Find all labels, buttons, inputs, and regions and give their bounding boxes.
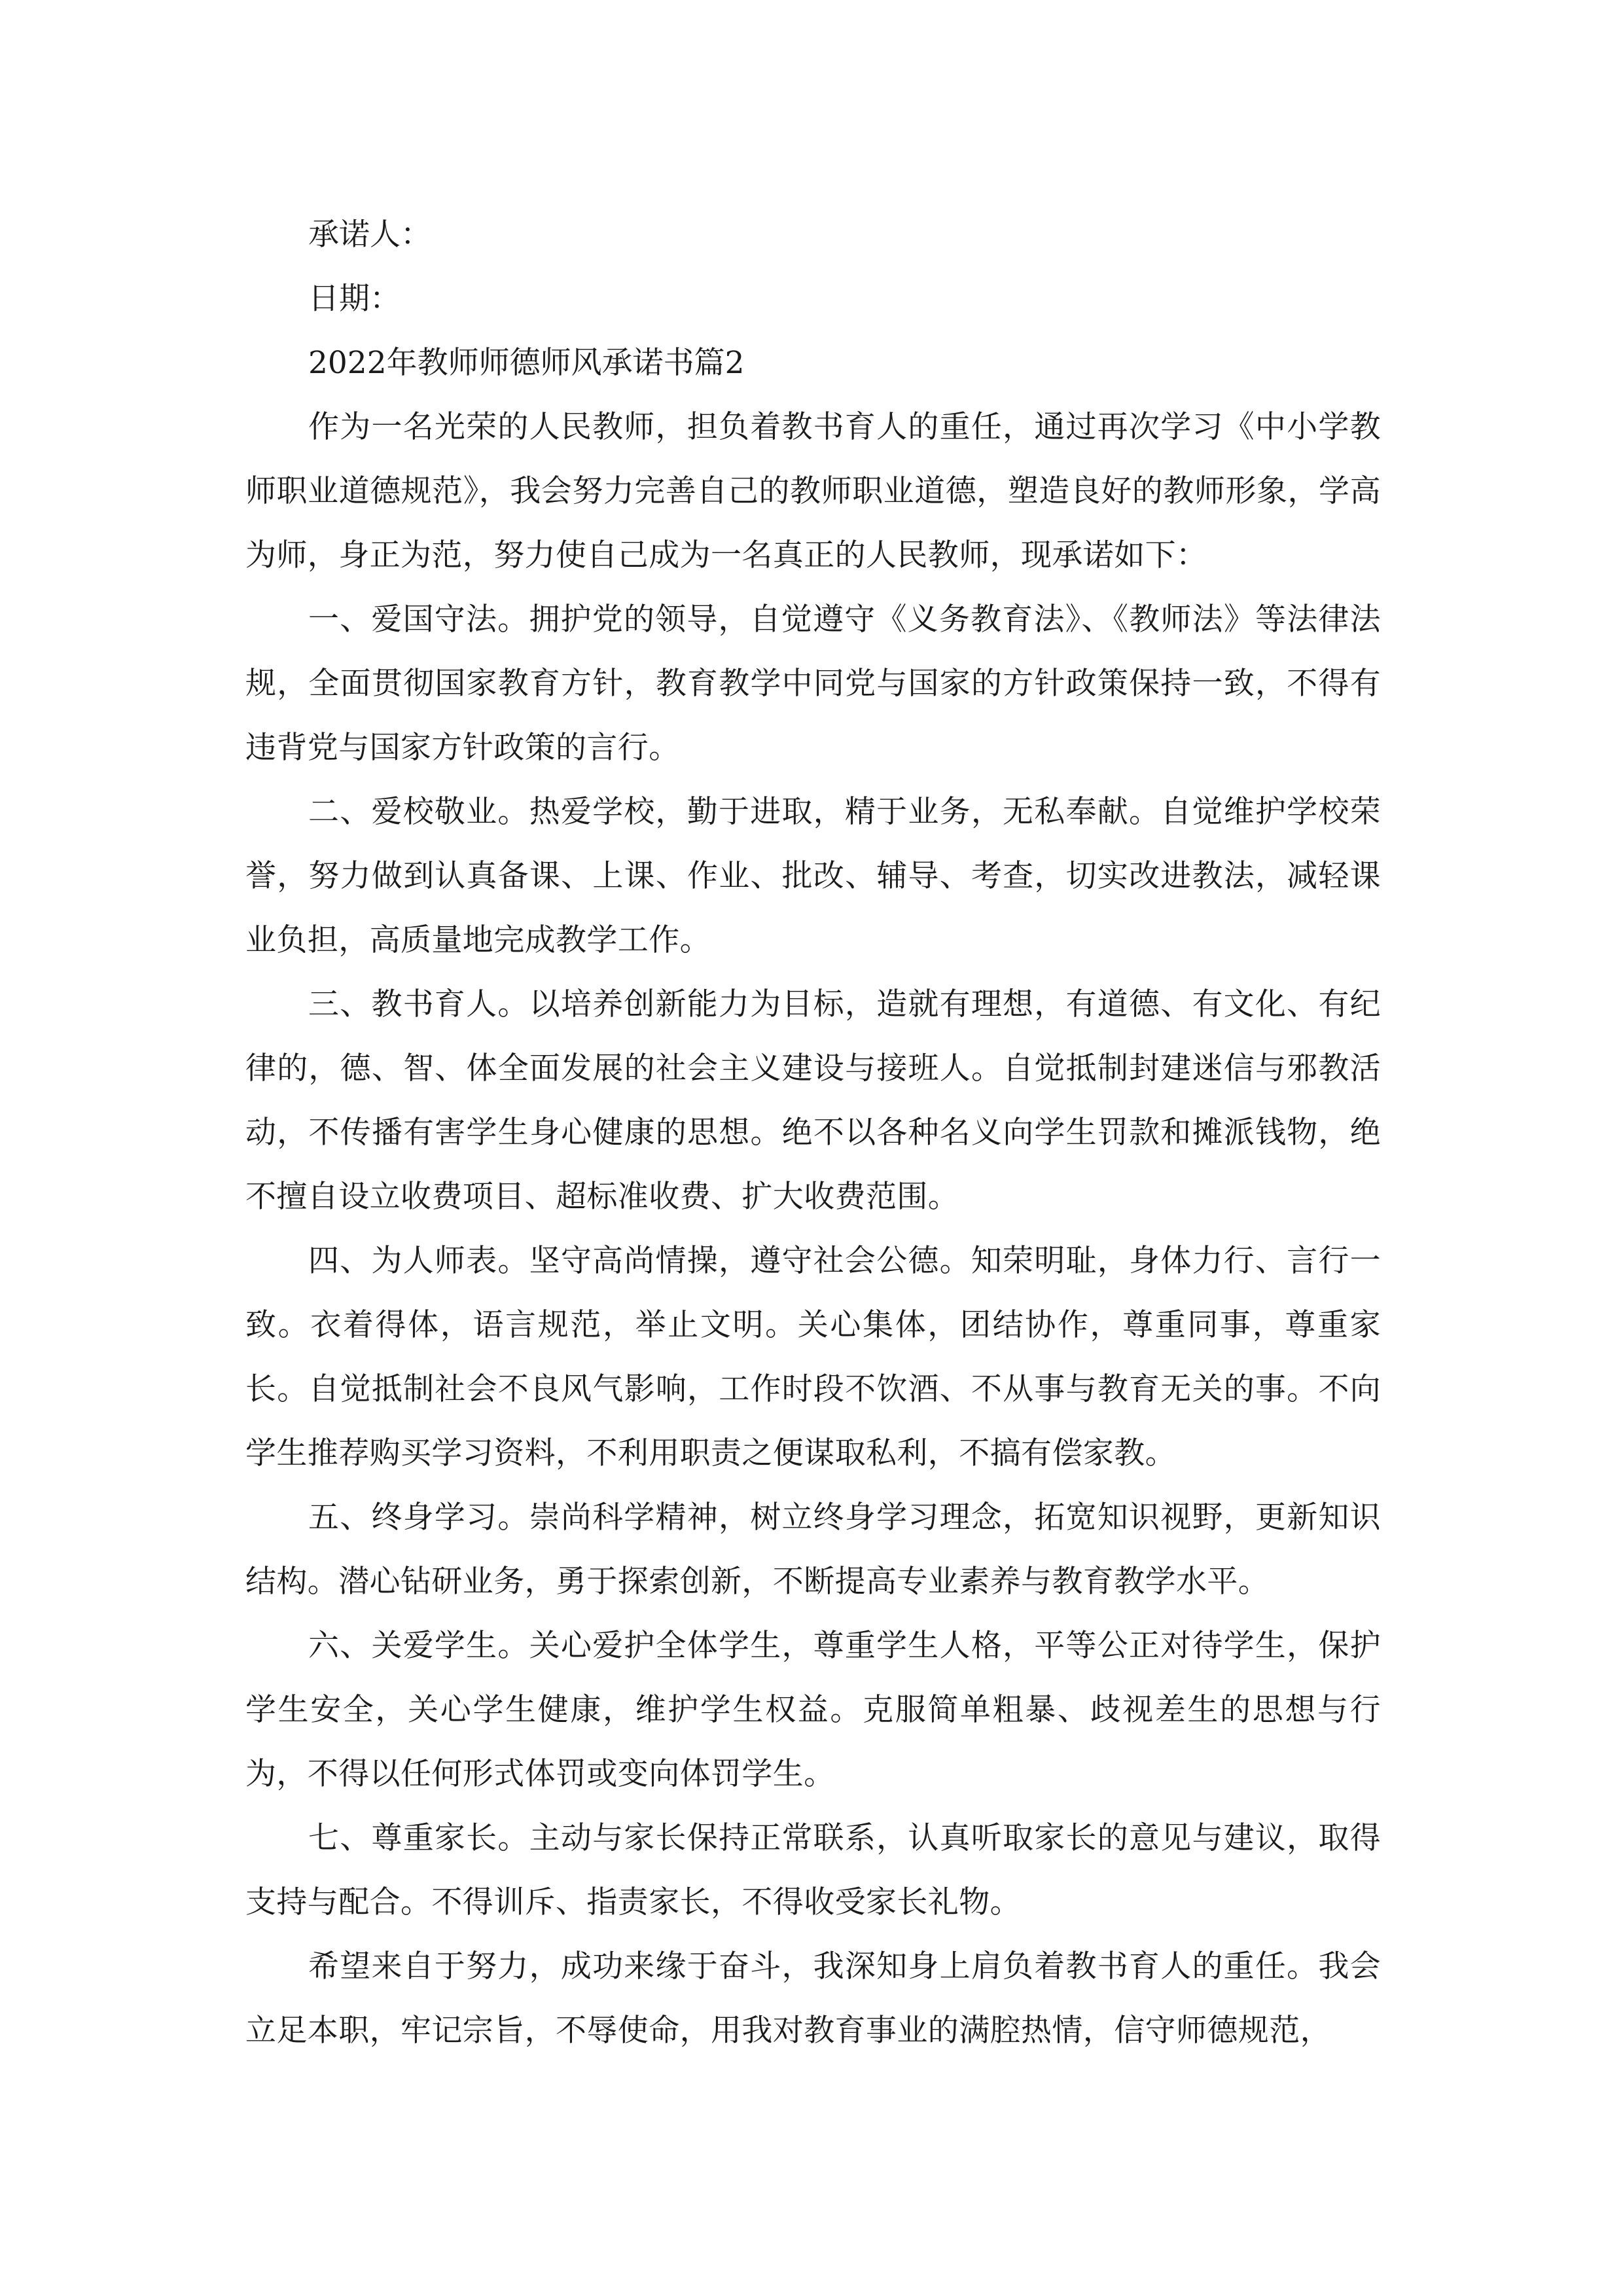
pledge-item-1: 一、爱国守法。拥护党的领导，自觉遵守《义务教育法》、《教师法》等法律法规，全面贯彻国家教育方针，教育教学中同党与国家的方针政策保持一致，不得有违背党与国家方针政策的言行。 [245, 601, 1381, 766]
signer-label: 承诺人： [308, 217, 431, 253]
pledge-item-7: 七、尊重家长。主动与家长保持正常联系，认真听取家长的意见与建议，取得支持与配合。不得训斥、指责家长，不得收受家长礼物。 [245, 1820, 1381, 1920]
intro-paragraph: 作为一名光荣的人民教师，担负着教书育人的重任，通过再次学习《中小学教师职业道德规范》，我会努力完善自己的教师职业道德，塑造良好的教师形象，学高为师，身正为范，努力使自己成为一名真正的人民教师，现承诺如下： [245, 409, 1381, 573]
section-title: 2022年教师师德师风承诺书篇2 [308, 345, 745, 381]
closing-paragraph: 希望来自于努力，成功来缘于奋斗，我深知身上肩负着教书育人的重任。我会立足本职，牢记宗旨，不辱使命，用我对教育事业的满腔热情，信守师德规范， [245, 1948, 1381, 2049]
date-label: 日期： [308, 281, 401, 317]
pledge-item-5: 五、终身学习。崇尚科学精神，树立终身学习理念，拓宽知识视野，更新知识结构。潜心钻研业务，勇于探索创新，不断提高专业素养与教育教学水平。 [245, 1499, 1381, 1600]
pledge-item-2: 二、爱校敬业。热爱学校，勤于进取，精于业务，无私奉献。自觉维护学校荣誉，努力做到认真备课、上课、作业、批改、辅导、考查，切实改进教法，减轻课业负担，高质量地完成教学工作。 [245, 794, 1381, 958]
document-body [245, 203, 1381, 2063]
pledge-item-3: 三、教书育人。以培养创新能力为目标，造就有理想，有道德、有文化、有纪律的，德、智、体全面发展的社会主义建设与接班人。自觉抵制封建迷信与邪教活动，不传播有害学生身心健康的思想。绝不以各种名义向学生罚款和摊派钱物，绝不擅自设立收费项目、超标准收费、扩大收费范围。 [245, 986, 1381, 1215]
pledge-item-4: 四、为人师表。坚守高尚情操，遵守社会公德。知荣明耻，身体力行、言行一致。衣着得体，语言规范，举止文明。关心集体，团结协作，尊重同事，尊重家长。自觉抵制社会不良风气影响，工作时段不饮酒、不从事与教育无关的事。不向学生推荐购买学习资料，不利用职责之便谋取私利，不搞有偿家教。 [245, 1243, 1381, 1471]
pledge-item-6: 六、关爱学生。关心爱护全体学生，尊重学生人格，平等公正对待学生，保护学生安全，关心学生健康，维护学生权益。克服简单粗暴、歧视差生的思想与行为，不得以任何形式体罚或变向体罚学生。 [245, 1628, 1381, 1792]
